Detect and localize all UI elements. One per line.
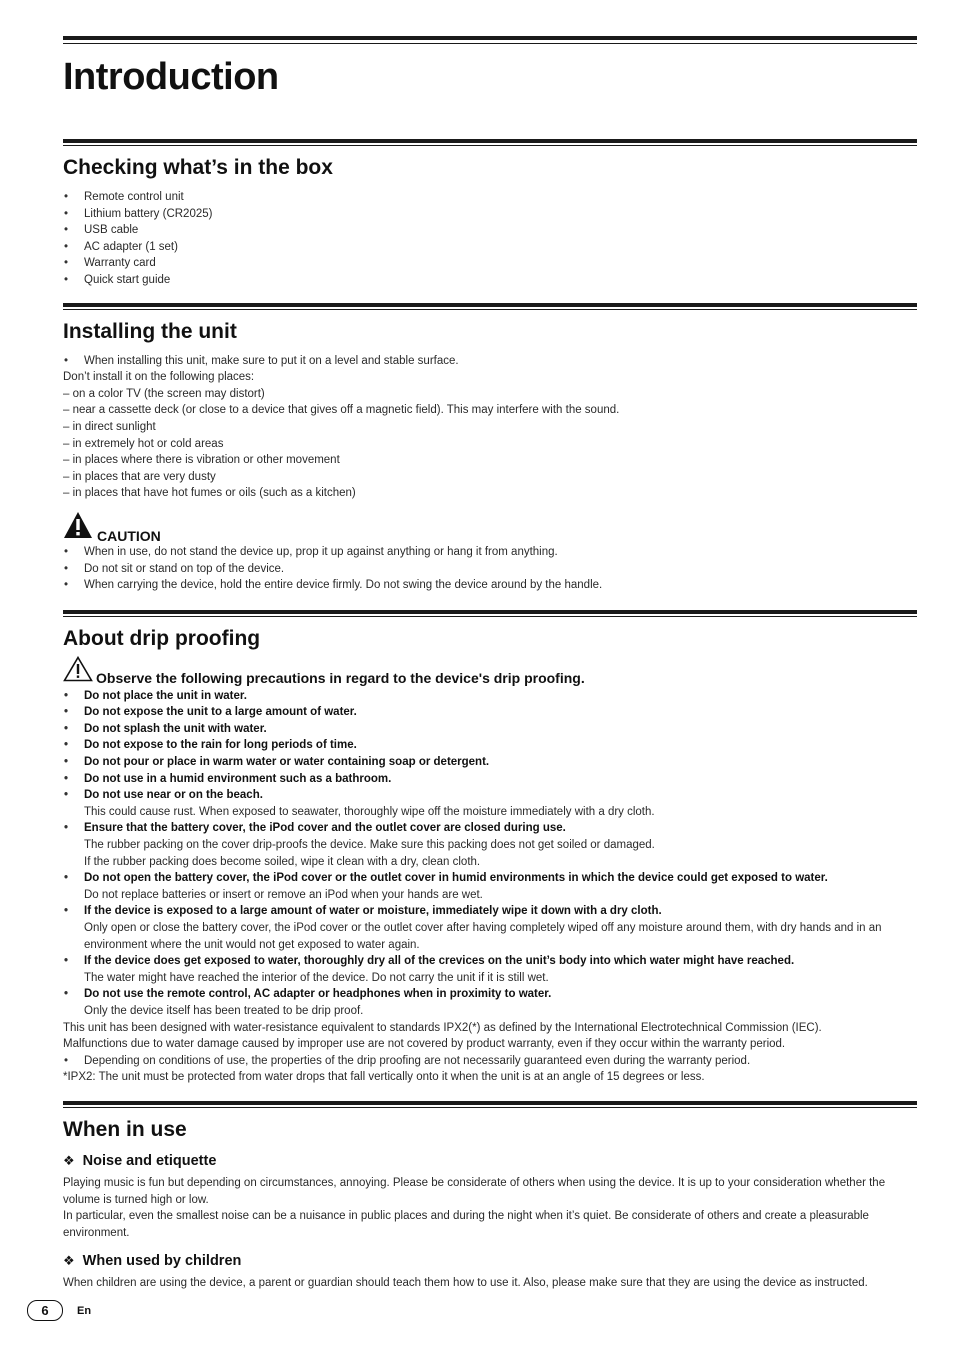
- drip-bullet-guarantee: • Depending on conditions of use, the properties of the drip proofing are not necessarily guaranteed even during the warranty period.: [63, 1053, 917, 1070]
- section-rule: [63, 610, 917, 614]
- install-place-item: – in extremely hot or cold areas: [63, 437, 224, 450]
- box-item: • AC adapter (1 set): [63, 239, 917, 256]
- box-contents-list: [63, 189, 917, 289]
- drip-precaution-note: Only open or close the battery cover, the iPod cover or the outlet cover after having completely wiped off any moisture around them, with dry hands and in an environment where the unit would not get exposed to water again.: [84, 922, 882, 951]
- section-heading-install: Installing the unit: [63, 319, 237, 343]
- drip-precaution-item: • If the device is exposed to a large amount of water or moisture, immediately wipe it down with a dry cloth.: [63, 903, 917, 920]
- drip-precaution-note: Only the device itself has been treated to be drip proof.: [84, 1004, 364, 1017]
- caution-icon: [63, 511, 93, 544]
- drip-warning-header: [63, 660, 917, 687]
- drip-footnote: *IPX2: The unit must be protected from water drops that fall vertically onto it when the unit is at an angle of 15 degrees or less.: [63, 1071, 705, 1084]
- caution-list: [63, 544, 917, 594]
- drip-precaution-item: • Do not open the battery cover, the iPod cover or the outlet cover in humid environments in which the device could get exposed to water.: [63, 870, 917, 887]
- page-content: [63, 36, 917, 1292]
- subheading-noise: [63, 1151, 917, 1171]
- section-use: [63, 1101, 917, 1292]
- page-title: Introduction: [63, 56, 279, 98]
- section-rule: [63, 1101, 917, 1105]
- noise-para-1: Playing music is fun but depending on circumstances, annoying. Please be considerate of others when using the device. It is up to your consideration whether the volume is turned high or low.: [63, 1176, 886, 1206]
- drip-precautions-list: [63, 688, 917, 1020]
- caution-item: • When in use, do not stand the device up, prop it up against anything or hang it from anything.: [63, 544, 917, 561]
- section-rule: [63, 303, 917, 307]
- caution-item: • Do not sit or stand on top of the device.: [63, 561, 917, 578]
- drip-precaution-item: • Do not use the remote control, AC adapter or headphones when in proximity to water.: [63, 986, 917, 1003]
- box-item: • Lithium battery (CR2025): [63, 206, 917, 223]
- section-heading-drip: About drip proofing: [63, 626, 261, 650]
- subheading-noise-label: Noise and etiquette: [82, 1152, 217, 1169]
- drip-precaution-item: • Ensure that the battery cover, the iPod cover and the outlet cover are closed during use.: [63, 820, 917, 837]
- install-place-item: – near a cassette deck (or close to a device that gives off a magnetic field). This may interfere with the sound.: [63, 404, 620, 417]
- drip-precaution-item: • Do not splash the unit with water.: [63, 721, 917, 738]
- drip-precaution-item: • If the device does get exposed to water, thoroughly dry all of the crevices on the unit’s body into which water might have reached.: [63, 953, 917, 970]
- warning-outline-icon: [63, 656, 93, 687]
- language-code: En: [77, 1304, 92, 1317]
- drip-precaution-item: • Do not expose the unit to a large amount of water.: [63, 704, 917, 721]
- drip-precaution-note: The rubber packing on the cover drip-proofs the device. Make sure this packing does not get soiled or damaged.: [84, 839, 655, 852]
- caution-item: • When carrying the device, hold the entire device firmly. Do not swing the device around by the handle.: [63, 577, 917, 594]
- drip-para-warranty: Malfunctions due to water damage caused by improper use are not covered by product warranty, even if they occur within the warranty period.: [63, 1038, 786, 1051]
- page-footer: [27, 1300, 91, 1321]
- section-rule-thin: [63, 1107, 917, 1108]
- drip-precaution-item: • Do not pour or place in warm water or water containing soap or detergent.: [63, 754, 917, 771]
- install-bullet: • When installing this unit, make sure to put it on a level and stable surface.: [63, 353, 917, 370]
- box-item: • Remote control unit: [63, 189, 917, 206]
- install-place-item: – in places that have hot fumes or oils (such as a kitchen): [63, 487, 356, 500]
- drip-precaution-item: • Do not use in a humid environment such as a bathroom.: [63, 771, 917, 788]
- drip-precaution-note: Do not replace batteries or insert or remove an iPod when your hands are wet.: [84, 888, 483, 901]
- title-rule-thin: [63, 43, 917, 44]
- subheading-children: [63, 1251, 917, 1271]
- caution-label: CAUTION: [97, 527, 161, 544]
- children-para: When children are using the device, a parent or guardian should teach them how to use it. Also, please make sure that they are using the device as instructed.: [63, 1277, 868, 1290]
- drip-precaution-item: • Do not expose to the rain for long periods of time.: [63, 737, 917, 754]
- install-intro: Don’t install it on the following places:: [63, 371, 255, 384]
- subheading-children-label: When used by children: [82, 1253, 242, 1270]
- title-rule: [63, 36, 917, 40]
- install-place-item: – in direct sunlight: [63, 420, 156, 433]
- noise-para-2: In particular, even the smallest noise can be a nuisance in public places and during the night when it’s quiet. Be considerate of others and create a pleasurable environment.: [63, 1210, 869, 1239]
- drip-precaution-note: The water might have reached the interior of the device. Do not carry the unit if it is still wet.: [84, 971, 549, 984]
- page-number: 6: [27, 1300, 63, 1321]
- section-rule-thin: [63, 616, 917, 617]
- drip-precaution-note: If the rubber packing does become soiled, wipe it clean with a dry, clean cloth.: [84, 855, 481, 868]
- install-place-item: – in places that are very dusty: [63, 470, 216, 483]
- install-place-item: – on a color TV (the screen may distort): [63, 387, 265, 400]
- section-heading-use: When in use: [63, 1117, 187, 1141]
- box-item: • Quick start guide: [63, 272, 917, 289]
- drip-warning-title: Observe the following precautions in regard to the device's drip proofing.: [96, 669, 585, 686]
- section-rule-thin: [63, 145, 917, 146]
- section-box: [63, 139, 917, 289]
- section-rule: [63, 139, 917, 143]
- drip-precaution-item: • Do not place the unit in water.: [63, 688, 917, 705]
- section-rule-thin: [63, 309, 917, 310]
- drip-para-ipx2: This unit has been designed with water-resistance equivalent to standards IPX2(*) as defined by the International Electrotechnical Commission (IEC).: [63, 1021, 822, 1034]
- box-item: • Warranty card: [63, 255, 917, 272]
- drip-precaution-note: This could cause rust. When exposed to seawater, thoroughly wipe off the moisture immediately with a dry cloth.: [84, 805, 655, 818]
- box-item: • USB cable: [63, 222, 917, 239]
- section-heading-box: Checking what’s in the box: [63, 156, 333, 179]
- diamond-bullet-icon: ❖: [63, 1152, 75, 1168]
- diamond-bullet-icon: ❖: [63, 1253, 75, 1269]
- section-drip: [63, 610, 917, 1086]
- drip-precaution-item: • Do not use near or on the beach.: [63, 787, 917, 804]
- caution-header: [63, 512, 917, 544]
- install-places-list: [63, 386, 917, 502]
- install-place-item: – in places where there is vibration or other movement: [63, 454, 340, 467]
- section-install: [63, 303, 917, 594]
